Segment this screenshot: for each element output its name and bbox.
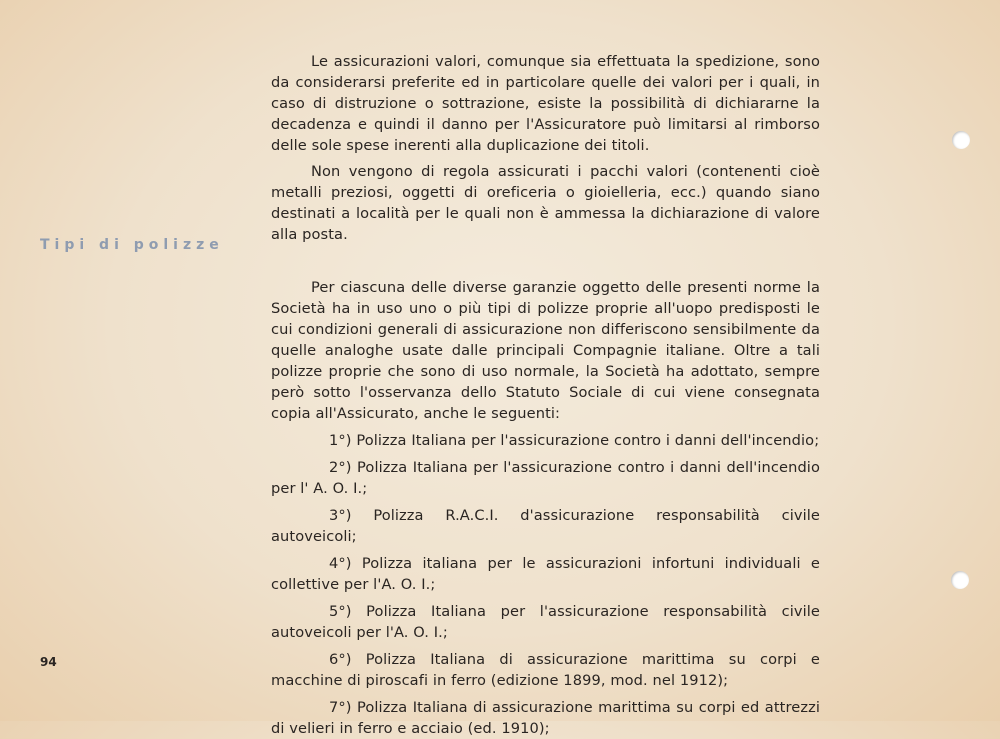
main-text-column — [271, 51, 820, 739]
list-item: 1°) Polizza Italiana per l'assicurazione contro i danni dell'incendio; — [329, 432, 820, 449]
list-item: 3°) Polizza R.A.C.I. d'assicurazione responsabilità civile autoveicoli; — [271, 507, 820, 545]
list-item: 6°) Polizza Italiana di assicurazione marittima su corpi e macchine di piroscafi in ferro (edizione 1899, mod. nel 1912); — [271, 651, 820, 689]
list-item: 4°) Polizza italiana per le assicurazioni infortuni individuali e collettive per l'A. O. I.; — [271, 555, 820, 593]
paragraph: Non vengono di regola assicurati i pacchi valori (contenenti cioè metalli preziosi, oggetti di oreficeria o gioielleria, ecc.) quando siano destinati a località per le quali non è ammessa la dichiarazione di valore alla posta. — [271, 163, 820, 243]
list-item: 5°) Polizza Italiana per l'assicurazione responsabilità civile autoveicoli per l'A. O. I.; — [271, 603, 820, 641]
punch-hole-top — [952, 131, 970, 149]
paragraph: Le assicurazioni valori, comunque sia effettuata la spedizione, sono da considerarsi preferite ed in particolare quelle dei valori per i quali, in caso di distruzione o sottrazione, esiste la possibilità di dichiararne la decadenza e quindi il danno per l'Assicuratore può limitarsi al rimborso delle sole spese inerenti alla duplicazione dei titoli. — [271, 53, 820, 154]
page-number: 94 — [40, 655, 57, 669]
punch-hole-bottom — [951, 571, 969, 589]
section-intro-paragraph: Per ciascuna delle diverse garanzie oggetto delle presenti norme la Società ha in uso uno o più tipi di polizze proprie all'uopo predisposti le cui condizioni generali di assicurazione non differiscono sensibilmente da quelle analoghe usate dalle principali Compagnie italiane. Oltre a tali polizze proprie che sono di uso normale, la Società ha adottato, sempre però sotto l'osservanza dello Statuto Sociale di cui viene consegnata copia all'Assicurato, anche le seguenti: — [271, 279, 820, 422]
list-item: 2°) Polizza Italiana per l'assicurazione contro i danni dell'incendio per l' A. O. I.; — [271, 459, 820, 497]
list-item: 7°) Polizza Italiana di assicurazione marittima su corpi ed attrezzi di velieri in ferro e acciaio (ed. 1910); — [271, 699, 820, 737]
side-heading: Tipi di polizze — [40, 237, 224, 253]
